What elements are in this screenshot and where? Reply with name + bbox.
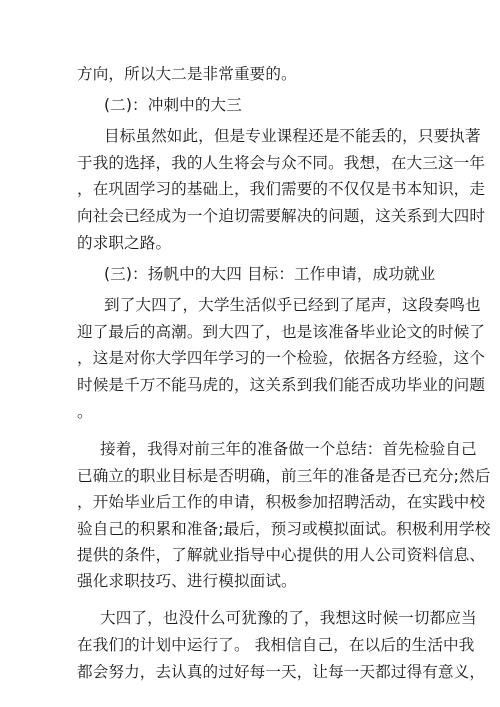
paragraph-line: 目标虽然如此，但是专业课程还是不能丢的，只要执著 <box>104 127 481 145</box>
paragraph-line: 在我们的计划中运行了。 我相信自己，在以后的生活中我 <box>77 636 475 654</box>
paragraph-line: 迎了最后的高潮。到大四了，也是该准备毕业论文的时候了 <box>77 323 486 341</box>
section-heading: (三)：扬帆中的大四 目标：工作申请，成功就业 <box>104 265 436 283</box>
paragraph-line: 到了大四了，大学生活似乎已经到了尾声，这段奏鸣也 <box>104 296 481 314</box>
section-heading: (二)：冲刺中的大三 <box>104 96 242 114</box>
paragraph-line: ，在巩固学习的基础上，我们需要的不仅仅是书本知识，走 <box>77 180 486 198</box>
paragraph-line: 大四了，也没什么可犹豫的了，我想这时候一切都应当 <box>100 609 477 627</box>
paragraph-line: 的求职之路。 <box>77 234 172 252</box>
paragraph-line: 提供的条件，了解就业指导中心提供的用人公司资料信息、 <box>77 546 486 564</box>
paragraph-line: 时候是千万不能马虎的，这关系到我们能否成功毕业的问题 <box>77 376 486 394</box>
paragraph-line: 向社会已经成为一个迫切需要解决的问题，这关系到大四时 <box>77 207 486 225</box>
paragraph-line: 强化求职技巧、进行模拟面试。 <box>77 572 297 590</box>
paragraph-line: 验自己的积累和准备;最后，预习或模拟面试。积极利用学校 <box>77 520 491 538</box>
paragraph-line: 接着，我得对前三年的准备做一个总结：首先检验自己 <box>100 440 477 458</box>
paragraph-line: 都会努力，去认真的过好每一天，让每一天都过得有意义， <box>77 663 486 681</box>
paragraph-line: 。 <box>77 403 93 421</box>
paragraph-line: 已确立的职业目标是否明确，前三年的准备是否已充分;然后 <box>77 467 491 485</box>
paragraph-line: ，这是对你大学四年学习的一个检验，依据各方经验，这个 <box>77 349 486 367</box>
paragraph-line: ，开始毕业后工作的申请，积极参加招聘活动，在实践中校 <box>77 493 486 511</box>
paragraph-line: 方向，所以大二是非常重要的。 <box>77 65 297 83</box>
paragraph-line: 于我的选择，我的人生将会与众不同。我想，在大三这一年 <box>77 154 486 172</box>
